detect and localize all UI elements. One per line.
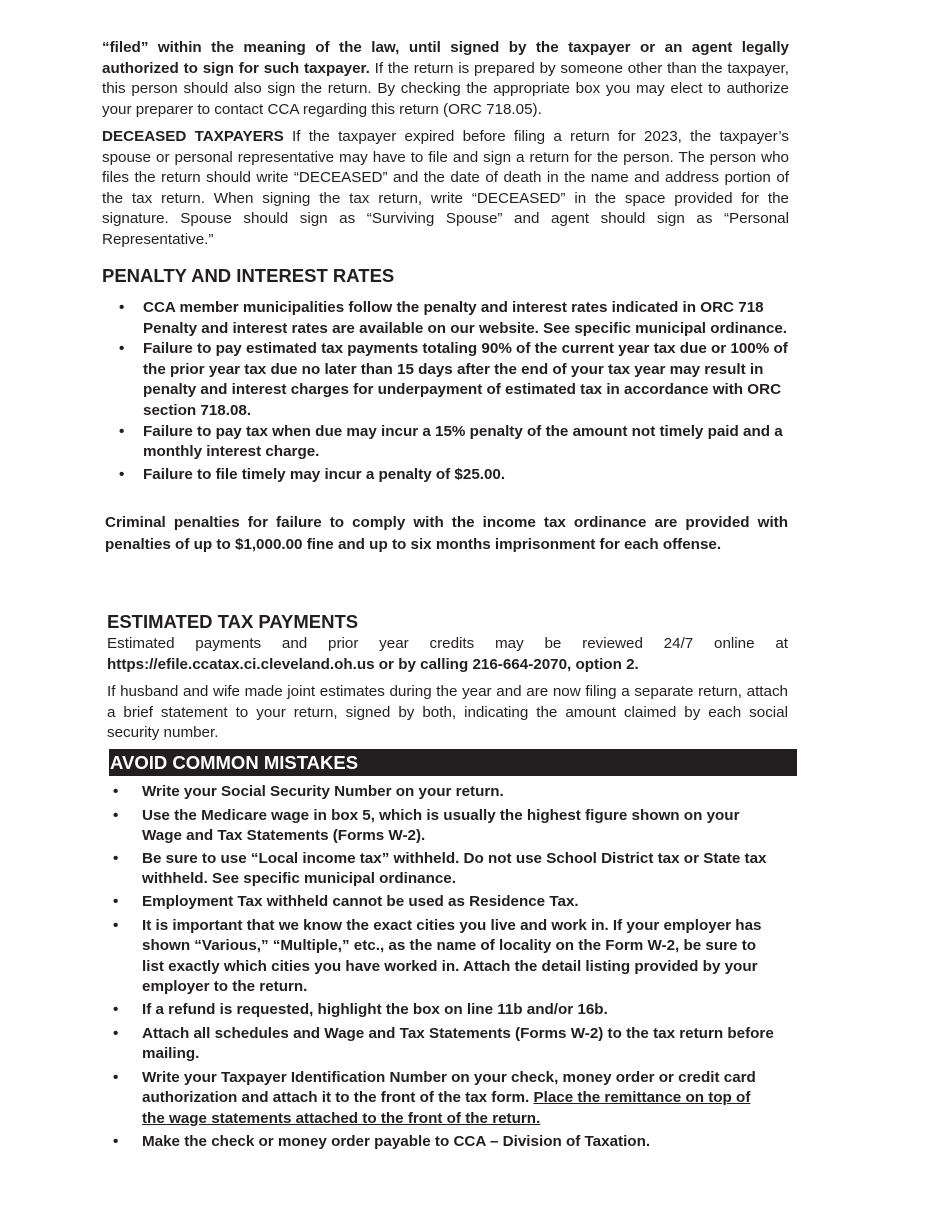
estimated-p1-text: Estimated payments and prior year credits may be reviewed 24/7 online at	[107, 635, 788, 652]
deceased-body: If the taxpayer expired before filing a return for 2023, the taxpayer’s spouse or personal representative may have to file and sign a return for the person. The person who files the return should write “DECEASED” and the date of death in the name and address portion of the tax return. When signing the tax return, write “DECEASED” in the space provided for the signature. Spouse should sign as “Surviving Spouse” and agent should sign as “Personal Representative.”	[102, 128, 789, 248]
estimated-paragraph-1	[107, 634, 788, 675]
list-item: • If a refund is requested, highlight the box on line 11b and/or 16b.	[110, 1000, 776, 1021]
mistakes-heading-bar: AVOID COMMON MISTAKES	[109, 749, 797, 776]
item8-text: Write your Taxpayer Identification Number on your check, money order or credit card authorization and attach it to the front of the tax form.	[142, 1068, 756, 1107]
criminal-penalties-text: Criminal penalties for failure to comply with the income tax ordinance are provided with penalties of up to $1,000.00 fine and up to six months imprisonment for each offense.	[105, 514, 788, 553]
estimated-website-and-phone: https://efile.ccatax.ci.cleveland.oh.us or by calling 216-664-2070, option 2.	[107, 655, 639, 673]
list-item: • Employment Tax withheld cannot be used as Residence Tax.	[110, 892, 776, 913]
list-item: • It is important that we know the exact cities you live and work in. If your employer has shown “Various,” “Multiple,” etc., as the name of locality on the Form W-2, be sure to list exactly which cities you have worked in. Attach the detail listing provided by your employer to the return.	[110, 916, 776, 998]
penalty-list	[101, 298, 791, 485]
filing-body: If the return is prepared by someone other than the taxpayer, this person should also sign the return. By checking the appropriate box you may elect to authorize your preparer to contact CCA regarding this return (ORC 718.05).	[102, 59, 789, 118]
filing-paragraph	[102, 38, 789, 120]
list-item: • Failure to pay estimated tax payments totaling 90% of the current year tax due or 100% of the prior year tax due no later than 15 days after the end of your tax year may result in penalty and interest charges for underpayment of estimated tax in accordance with ORC section 718.08.	[101, 339, 791, 421]
deceased-heading: DECEASED TAXPAYERS	[102, 128, 284, 145]
list-item: • Make the check or money order payable to CCA – Division of Taxation.	[110, 1132, 776, 1153]
list-item: • CCA member municipalities follow the penalty and interest rates indicated in ORC 718 Penalty and interest rates are available on our website. See specific municipal ordinance.	[101, 298, 791, 339]
mistakes-list	[110, 782, 776, 1152]
list-item: • Be sure to use “Local income tax” withheld. Do not use School District tax or State tax withheld. See specific municipal ordinance.	[110, 849, 776, 890]
list-item: • Use the Medicare wage in box 5, which is usually the highest figure shown on your Wage and Tax Statements (Forms W-2).	[110, 806, 776, 847]
list-item: • Failure to pay tax when due may incur a 15% penalty of the amount not timely paid and a monthly interest charge.	[101, 422, 791, 463]
deceased-paragraph	[102, 127, 789, 250]
filing-bold-lead: “filed” within the meaning of the law, until signed by the taxpayer or an agent legally authorized to sign for such taxpayer.	[102, 39, 789, 77]
estimated-heading: ESTIMATED TAX PAYMENTS	[107, 611, 359, 632]
list-item: • Attach all schedules and Wage and Tax Statements (Forms W-2) to the tax return before mailing.	[110, 1024, 776, 1065]
estimated-paragraph-2: If husband and wife made joint estimates during the year and are now filing a separate return, attach a brief statement to your return, signed by both, indicating the amount claimed by each social security number.	[107, 683, 788, 741]
item8-underlined-text: Place the remittance on top of the wage statements attached to the front of the return.	[142, 1089, 751, 1127]
list-item: • Failure to file timely may incur a penalty of $25.00.	[101, 465, 791, 486]
list-item: • Write your Social Security Number on your return.	[110, 782, 776, 803]
list-item	[110, 1068, 776, 1130]
penalty-heading: PENALTY AND INTEREST RATES	[102, 265, 395, 286]
